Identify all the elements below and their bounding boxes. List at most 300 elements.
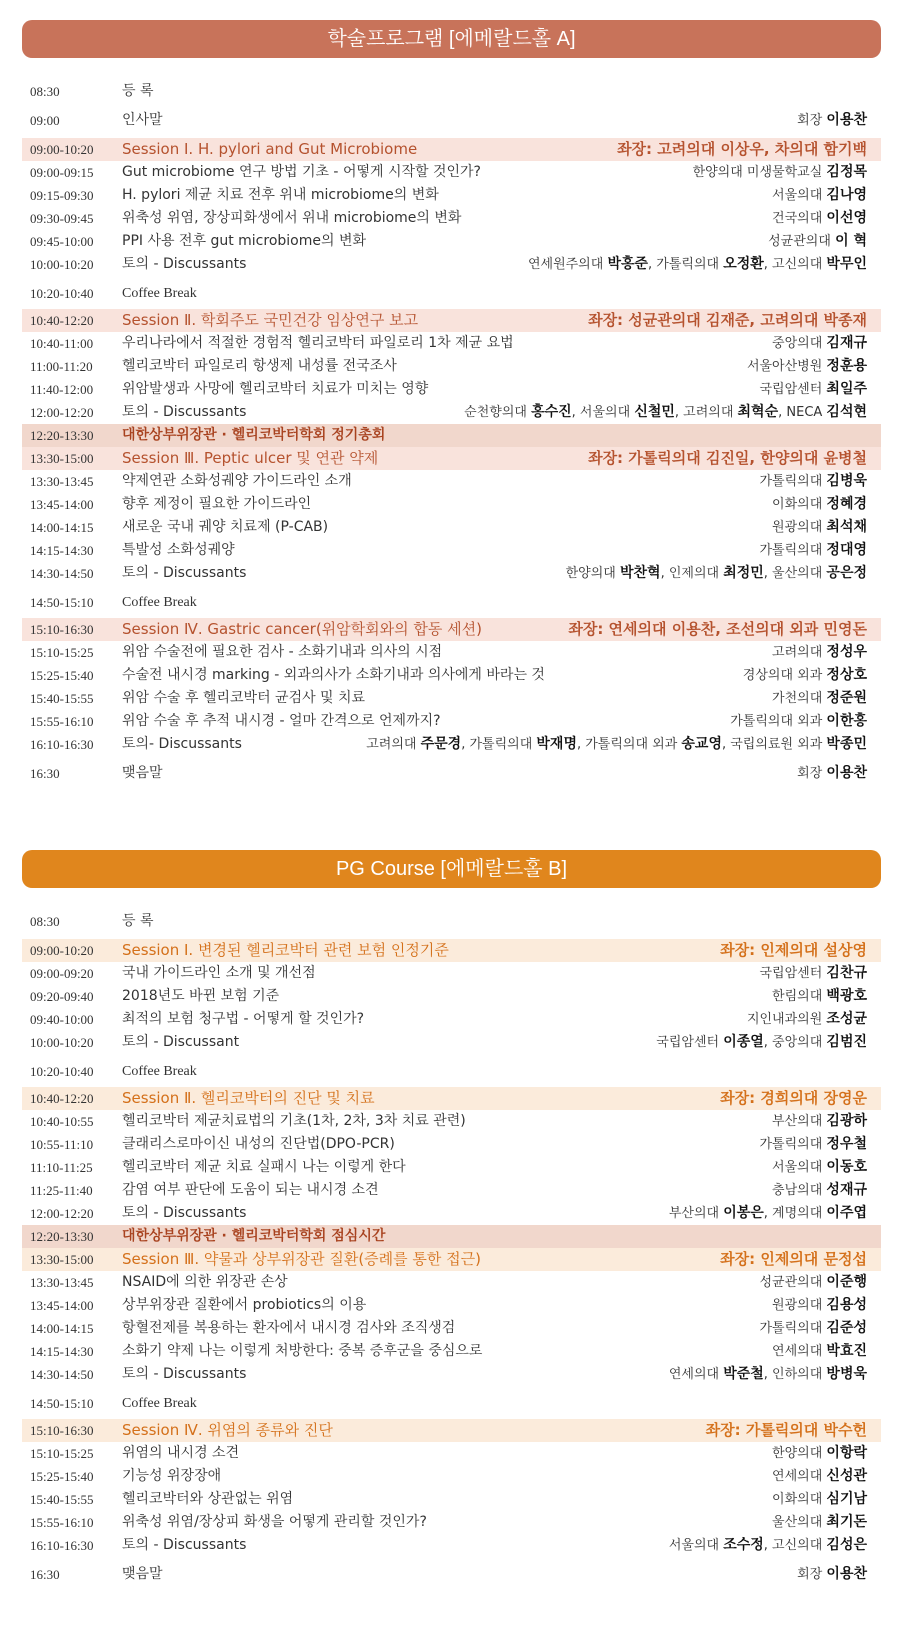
session-header-row	[22, 939, 881, 962]
row-time: 10:55-11:10	[30, 1137, 94, 1152]
row-time: 15:10-15:25	[30, 645, 94, 660]
schedule-row	[22, 401, 881, 424]
schedule-row	[22, 1271, 881, 1294]
speaker-name: 이한홍	[826, 713, 867, 729]
row-time: 15:25-15:40	[30, 668, 94, 683]
row-speakers	[772, 1442, 867, 1465]
speaker-affiliation: 충남의대	[772, 1183, 827, 1198]
speaker-affiliation: 고려의대	[366, 737, 421, 752]
schedule-row	[22, 710, 881, 733]
speaker-name: 이 혁	[835, 233, 867, 249]
coffee-break-row	[22, 282, 881, 305]
row-title: 토의 - Discussants	[122, 1205, 247, 1221]
row-time: 13:30-13:45	[30, 474, 94, 489]
speaker-affiliation: 가톨릭의대 외과	[730, 714, 827, 729]
schedule-row	[22, 1511, 881, 1534]
speaker-affiliation: 가톨릭의대	[759, 543, 827, 558]
speaker-affiliation: 울산의대	[772, 1515, 827, 1530]
row-title: 헬리코박터와 상관없는 위염	[122, 1491, 294, 1507]
row-title: 위축성 위염/장상피 화생을 어떻게 관리할 것인가?	[122, 1514, 427, 1530]
speaker-affiliation: 가톨릭의대	[759, 474, 827, 489]
row-title: 토의 - Discussants	[122, 404, 247, 420]
row-title: 기능성 위장장애	[122, 1468, 222, 1484]
row-title: 위암발생과 사망에 헬리코박터 치료가 미치는 영향	[122, 381, 429, 397]
speaker-name: 최기돈	[826, 1514, 867, 1530]
speaker-name: 정우철	[826, 1136, 867, 1152]
speaker-affiliation: 국립암센터	[759, 966, 827, 981]
speaker-affiliation: 가천의대	[772, 691, 827, 706]
session-chair: 좌장: 인제의대 문정섭	[720, 1250, 867, 1268]
speaker-affiliation: 연세의대	[772, 1469, 827, 1484]
schedule-row	[22, 1317, 881, 1340]
row-title: 대한상부위장관 · 헬리코박터학회 정기총회	[122, 427, 386, 443]
speaker-affiliation: , NECA	[778, 405, 827, 420]
row-time: 16:30	[30, 766, 60, 781]
speaker-name: 성재규	[826, 1182, 867, 1198]
speaker-affiliation: 순천향의대	[464, 405, 532, 420]
schedule-row	[22, 355, 881, 378]
session-header-row	[22, 618, 881, 641]
row-speakers	[693, 161, 867, 184]
session-chair: 좌장: 가톨릭의대 박수헌	[705, 1421, 867, 1439]
speaker-affiliation: 한양의대	[565, 566, 620, 581]
row-time: 13:30-13:45	[30, 1275, 94, 1290]
row-speakers	[772, 207, 867, 230]
schedule-row	[22, 253, 881, 276]
row-speakers	[772, 985, 867, 1008]
speaker-name: 이용찬	[826, 765, 867, 781]
schedule-row	[22, 1031, 881, 1054]
speaker-affiliation: , 고신의대	[763, 257, 827, 272]
row-time: 11:25-11:40	[30, 1183, 93, 1198]
row-time: 09:40-10:00	[30, 1012, 94, 1027]
speaker-name: 김찬규	[826, 965, 867, 981]
schedule-row	[22, 539, 881, 562]
row-speakers	[772, 184, 867, 207]
speaker-name: 백광호	[826, 988, 867, 1004]
row-speakers	[759, 539, 867, 562]
speaker-affiliation: 회장	[797, 1567, 827, 1582]
speaker-affiliation: , 중앙의대	[763, 1035, 827, 1050]
speaker-affiliation: 부산의대	[668, 1206, 724, 1221]
row-time: 10:20-10:40	[30, 286, 94, 301]
row-speakers	[772, 1488, 867, 1511]
schedule-row	[22, 910, 881, 933]
row-time: 14:00-14:15	[30, 1321, 94, 1336]
speaker-affiliation: 이화의대	[772, 1492, 827, 1507]
row-title: 약제연관 소화성궤양 가이드라인 소개	[122, 473, 352, 489]
row-time: 14:00-14:15	[30, 520, 94, 535]
speaker-name: 이선영	[826, 210, 867, 226]
row-title: 향후 제정이 필요한 가이드라인	[122, 496, 312, 512]
speaker-name: 박준철	[723, 1366, 764, 1382]
row-time: 14:15-14:30	[30, 543, 94, 558]
schedule-row	[22, 641, 881, 664]
row-title: 토의 - Discussants	[122, 1537, 247, 1553]
speaker-name: 오정환	[723, 256, 764, 272]
row-time: 15:10-16:30	[30, 622, 94, 637]
row-title: 인사말	[122, 112, 163, 128]
row-speakers	[747, 1008, 867, 1031]
row-time: 16:10-16:30	[30, 737, 94, 752]
row-title: 최적의 보험 청구법 - 어떻게 할 것인가?	[122, 1011, 365, 1027]
speaker-affiliation: 한림의대	[772, 989, 827, 1004]
row-time: 14:50-15:10	[30, 1396, 94, 1411]
row-title: Gut microbiome 연구 방법 기초 - 어떻게 시작할 것인가?	[122, 164, 481, 180]
schedule-row	[22, 1442, 881, 1465]
speaker-name: 박무인	[826, 256, 867, 272]
speaker-name: 이봉은	[723, 1205, 764, 1221]
speaker-affiliation: , 고려의대	[674, 405, 738, 420]
row-title: PPI 사용 전후 gut microbiome의 변화	[122, 233, 367, 249]
row-title: 위암 수술 후 추적 내시경 - 얼마 간격으로 언제까지?	[122, 713, 441, 729]
row-time: 11:40-12:00	[30, 382, 94, 397]
speaker-affiliation: 이화의대	[772, 497, 827, 512]
row-speakers	[797, 762, 867, 785]
row-speakers	[797, 1563, 867, 1586]
schedule-row	[22, 1179, 881, 1202]
session-header-row	[22, 309, 881, 332]
speaker-affiliation: , 가톨릭의대	[648, 257, 724, 272]
speaker-affiliation: 연세의대	[772, 1344, 827, 1359]
row-title: Coffee Break	[122, 1064, 197, 1079]
row-speakers	[759, 1317, 867, 1340]
speaker-affiliation: 서울아산병원	[746, 359, 827, 374]
speaker-name: 이동호	[826, 1159, 867, 1175]
row-time: 15:55-16:10	[30, 1515, 94, 1530]
speaker-name: 홍수진	[531, 404, 572, 420]
row-title: 감염 여부 판단에 도움이 되는 내시경 소견	[122, 1182, 379, 1198]
speaker-name: 최혁순	[737, 404, 779, 420]
row-title: 토의 - Discussants	[122, 256, 247, 272]
row-speakers	[759, 1133, 867, 1156]
speaker-name: 김범진	[826, 1034, 867, 1050]
speaker-affiliation: 건국의대	[772, 211, 827, 226]
row-time: 11:00-11:20	[30, 359, 93, 374]
row-time: 12:00-12:20	[30, 1206, 94, 1221]
speaker-affiliation: 서울의대	[772, 188, 827, 203]
session-title: Session Ⅱ. 헬리코박터의 진단 및 치료	[122, 1089, 375, 1107]
row-title: 헬리코박터 제균치료법의 기초(1차, 2차, 3차 치료 관련)	[122, 1113, 466, 1129]
speaker-name: 이용찬	[826, 1566, 867, 1582]
row-time: 10:40-10:55	[30, 1114, 94, 1129]
speaker-name: 최일주	[826, 381, 867, 397]
row-speakers	[730, 710, 867, 733]
speaker-affiliation: , 서울의대	[571, 405, 635, 420]
row-time: 12:00-12:20	[30, 405, 94, 420]
speaker-name: 정성우	[826, 644, 867, 660]
row-title: 헬리코박터 제균 치료 실패시 나는 이렇게 한다	[122, 1159, 406, 1175]
row-time: 08:30	[30, 84, 60, 99]
row-time: 09:00-10:20	[30, 142, 94, 157]
row-speakers	[772, 1340, 867, 1363]
session-chair: 좌장: 고려의대 이상우, 차의대 함기백	[617, 140, 867, 158]
session-chair: 좌장: 연세의대 이용찬, 조선의대 외과 민영돈	[568, 620, 867, 638]
coffee-break-row	[22, 1392, 881, 1415]
speaker-name: 이준행	[826, 1274, 867, 1290]
schedule-list	[22, 910, 881, 1586]
row-time: 13:30-15:00	[30, 451, 94, 466]
speaker-affiliation: 서울의대	[772, 1160, 827, 1175]
session-title: Session Ⅳ. 위염의 종류와 진단	[122, 1421, 333, 1439]
speaker-name: 박재명	[536, 736, 577, 752]
schedule-row	[22, 493, 881, 516]
row-speakers	[768, 230, 867, 253]
schedule-row	[22, 378, 881, 401]
general-meeting-row	[22, 424, 881, 447]
speaker-name: 김성은	[826, 1537, 867, 1553]
speaker-affiliation: 원광의대	[772, 1298, 827, 1313]
schedule-row	[22, 687, 881, 710]
row-title: 새로운 국내 궤양 치료제 (P-CAB)	[122, 519, 329, 535]
speaker-affiliation: 연세원주의대	[527, 257, 608, 272]
row-speakers	[772, 641, 867, 664]
schedule-row	[22, 230, 881, 253]
speaker-affiliation: , 계명의대	[763, 1206, 827, 1221]
row-time: 13:30-15:00	[30, 1252, 94, 1267]
schedule-row	[22, 664, 881, 687]
schedule-row	[22, 1363, 881, 1386]
row-title: 특발성 소화성궤양	[122, 542, 235, 558]
speaker-name: 이종열	[723, 1034, 764, 1050]
row-speakers	[656, 1031, 867, 1054]
row-title: Coffee Break	[122, 1396, 197, 1411]
speaker-affiliation: 연세의대	[668, 1367, 724, 1382]
session-title: Session Ⅳ. Gastric cancer(위암학회와의 합동 세션)	[122, 620, 482, 638]
speaker-name: 김재규	[826, 335, 867, 351]
session-header-row	[22, 1087, 881, 1110]
row-time: 15:10-15:25	[30, 1446, 94, 1461]
row-time: 14:30-14:50	[30, 566, 94, 581]
row-title: 2018년도 바뀐 보험 기준	[122, 988, 280, 1004]
row-title: 수술전 내시경 marking - 외과의사가 소화기내과 의사에게 바라는 것	[122, 667, 545, 683]
row-time: 16:10-16:30	[30, 1538, 94, 1553]
row-title: 상부위장관 질환에서 probiotics의 이용	[122, 1297, 367, 1313]
speaker-affiliation: , 울산의대	[763, 566, 827, 581]
session-title: Session Ⅲ. Peptic ulcer 및 연관 약제	[122, 449, 379, 467]
schedule-row	[22, 1110, 881, 1133]
row-title: 등 록	[122, 83, 154, 99]
speaker-name: 정상호	[826, 667, 867, 683]
general-meeting-row	[22, 1225, 881, 1248]
speaker-affiliation: 경상의대 외과	[742, 668, 827, 683]
speaker-affiliation: 한양의대 미생물학교실	[692, 165, 827, 180]
speaker-name: 조수정	[723, 1537, 764, 1553]
schedule-row	[22, 1488, 881, 1511]
speaker-affiliation: 회장	[797, 113, 827, 128]
row-time: 09:30-09:45	[30, 211, 94, 226]
schedule-row	[22, 985, 881, 1008]
session-chair: 좌장: 성균관의대 김재준, 고려의대 박종재	[588, 311, 867, 329]
schedule-row	[22, 733, 881, 756]
row-speakers	[772, 1465, 867, 1488]
row-speakers	[464, 401, 867, 424]
speaker-name: 송교영	[681, 736, 722, 752]
speaker-name: 이항락	[826, 1445, 867, 1461]
schedule-row	[22, 516, 881, 539]
row-speakers	[366, 733, 867, 756]
speaker-affiliation: , 국립의료원 외과	[721, 737, 827, 752]
row-time: 15:40-15:55	[30, 691, 94, 706]
session-chair: 좌장: 가톨릭의대 김진일, 한양의대 윤병철	[588, 449, 867, 467]
row-time: 14:30-14:50	[30, 1367, 94, 1382]
speaker-affiliation: 가톨릭의대	[759, 1321, 827, 1336]
row-time: 10:20-10:40	[30, 1064, 94, 1079]
row-speakers	[797, 109, 867, 132]
row-time: 14:15-14:30	[30, 1344, 94, 1359]
row-title: 토의 - Discussants	[122, 565, 247, 581]
row-title: 맺음말	[122, 765, 163, 781]
row-speakers	[772, 687, 867, 710]
row-speakers	[759, 1271, 867, 1294]
row-title: 토의- Discussants	[122, 736, 242, 752]
row-speakers	[772, 1110, 867, 1133]
schedule-row	[22, 1008, 881, 1031]
speaker-name: 박종민	[826, 736, 867, 752]
row-speakers	[669, 1534, 867, 1557]
session-title: Session Ⅱ. 학회주도 국민건강 임상연구 보고	[122, 311, 419, 329]
speaker-affiliation: 부산의대	[772, 1114, 827, 1129]
speaker-name: 주문경	[420, 736, 462, 752]
row-speakers	[528, 253, 867, 276]
schedule-row	[22, 332, 881, 355]
speaker-affiliation: 가톨릭의대	[759, 1137, 827, 1152]
speaker-affiliation: 중앙의대	[772, 336, 827, 351]
speaker-name: 김준성	[826, 1320, 867, 1336]
coffee-break-row	[22, 591, 881, 614]
closing-row	[22, 1563, 881, 1586]
row-title: 대한상부위장관 · 헬리코박터학회 점심시간	[122, 1228, 386, 1244]
speaker-affiliation: , 가톨릭의대	[461, 737, 537, 752]
row-title: 위축성 위염, 장상피화생에서 위내 microbiome의 변화	[122, 210, 462, 226]
row-time: 12:20-13:30	[30, 428, 94, 443]
speaker-name: 정준원	[826, 690, 867, 706]
session-header-row	[22, 1248, 881, 1271]
speaker-name: 김석현	[826, 404, 867, 420]
row-title: Coffee Break	[122, 286, 197, 301]
schedule-row	[22, 962, 881, 985]
speaker-affiliation: 지인내과의원	[746, 1012, 827, 1027]
schedule-row	[22, 1465, 881, 1488]
row-speakers	[743, 664, 867, 687]
row-time: 10:40-12:20	[30, 313, 94, 328]
session-chair: 좌장: 인제의대 설상영	[720, 941, 867, 959]
schedule-row	[22, 1534, 881, 1557]
schedule-row	[22, 1133, 881, 1156]
schedule-row	[22, 184, 881, 207]
schedule-row	[22, 1156, 881, 1179]
speaker-name: 박효진	[826, 1343, 867, 1359]
schedule-row	[22, 470, 881, 493]
row-time: 09:45-10:00	[30, 234, 94, 249]
row-title: NSAID에 의한 위장관 손상	[122, 1274, 288, 1290]
row-speakers	[759, 470, 867, 493]
row-time: 11:10-11:25	[30, 1160, 93, 1175]
section-banner: PG Course [에메랄드홀 B]	[22, 850, 881, 888]
speaker-name: 정혜경	[826, 496, 867, 512]
row-time: 10:40-12:20	[30, 1091, 94, 1106]
row-title: 소화기 약제 나는 이렇게 처방한다: 중복 증후군을 중심으로	[122, 1343, 483, 1359]
schedule-row	[22, 1294, 881, 1317]
schedule-row	[22, 207, 881, 230]
section-banner: 학술프로그램 [에메랄드홀 A]	[22, 20, 881, 58]
speaker-name: 김정목	[826, 164, 867, 180]
row-title: 클래리스로마이신 내성의 진단법(DPO-PCR)	[122, 1136, 395, 1152]
row-speakers	[772, 516, 867, 539]
speaker-name: 최석채	[826, 519, 867, 535]
speaker-name: 조성균	[826, 1011, 867, 1027]
row-time: 09:00-09:20	[30, 966, 94, 981]
speaker-affiliation: , 가톨릭의대 외과	[576, 737, 682, 752]
speaker-name: 공은정	[826, 565, 867, 581]
session-header-row	[22, 138, 881, 161]
speaker-name: 신철민	[634, 404, 675, 420]
row-time: 10:40-11:00	[30, 336, 94, 351]
speaker-affiliation: 고려의대	[772, 645, 827, 660]
closing-row	[22, 762, 881, 785]
row-title: 토의 - Discussant	[122, 1034, 240, 1050]
row-time: 13:45-14:00	[30, 497, 94, 512]
session-title: Session Ⅲ. 약물과 상부위장관 질환(증례를 통한 접근)	[122, 1250, 481, 1268]
speaker-affiliation: 원광의대	[772, 520, 827, 535]
row-speakers	[772, 332, 867, 355]
row-title: 위암 수술전에 필요한 검사 - 소화기내과 의사의 시점	[122, 644, 443, 660]
speaker-name: 박홍준	[607, 256, 649, 272]
speaker-name: 심기남	[826, 1491, 867, 1507]
row-title: 토의 - Discussants	[122, 1366, 247, 1382]
row-time: 10:00-10:20	[30, 257, 94, 272]
row-time: 15:55-16:10	[30, 714, 94, 729]
speaker-name: 정훈용	[826, 358, 867, 374]
row-speakers	[759, 962, 867, 985]
row-title: 위암 수술 후 헬리코박터 균검사 및 치료	[122, 690, 366, 706]
session-title: Session Ⅰ. H. pylori and Gut Microbiome	[122, 140, 418, 158]
coffee-break-row	[22, 1060, 881, 1083]
row-time: 08:30	[30, 914, 60, 929]
row-time: 09:00-10:20	[30, 943, 94, 958]
row-speakers	[747, 355, 867, 378]
row-time: 13:45-14:00	[30, 1298, 94, 1313]
row-title: 등 록	[122, 913, 154, 929]
speaker-name: 정대영	[826, 542, 867, 558]
session-header-row	[22, 1419, 881, 1442]
row-time: 09:20-09:40	[30, 989, 94, 1004]
row-time: 16:30	[30, 1567, 60, 1582]
row-speakers	[772, 1294, 867, 1317]
speaker-affiliation: 회장	[797, 766, 827, 781]
session-chair: 좌장: 경희의대 장영운	[720, 1089, 867, 1107]
row-time: 10:00-10:20	[30, 1035, 94, 1050]
row-speakers	[772, 493, 867, 516]
row-time: 15:40-15:55	[30, 1492, 94, 1507]
speaker-affiliation: , 인제의대	[660, 566, 724, 581]
speaker-affiliation: 한양의대	[772, 1446, 827, 1461]
schedule-row	[22, 1202, 881, 1225]
speaker-name: 이용찬	[826, 112, 867, 128]
schedule-row	[22, 562, 881, 585]
row-time: 09:00-09:15	[30, 165, 94, 180]
row-title: H. pylori 제균 치료 전후 위내 microbiome의 변화	[122, 187, 439, 203]
speaker-name: 김광하	[826, 1113, 867, 1129]
speaker-affiliation: 성균관의대	[768, 234, 836, 249]
speaker-affiliation: , 고신의대	[763, 1538, 827, 1553]
schedule-row	[22, 80, 881, 103]
schedule-list	[22, 80, 881, 785]
row-speakers	[772, 1156, 867, 1179]
schedule-row	[22, 109, 881, 132]
row-time: 09:15-09:30	[30, 188, 94, 203]
row-title: 우리나라에서 적절한 경험적 헬리코박터 파일로리 1차 제균 요법	[122, 335, 514, 351]
